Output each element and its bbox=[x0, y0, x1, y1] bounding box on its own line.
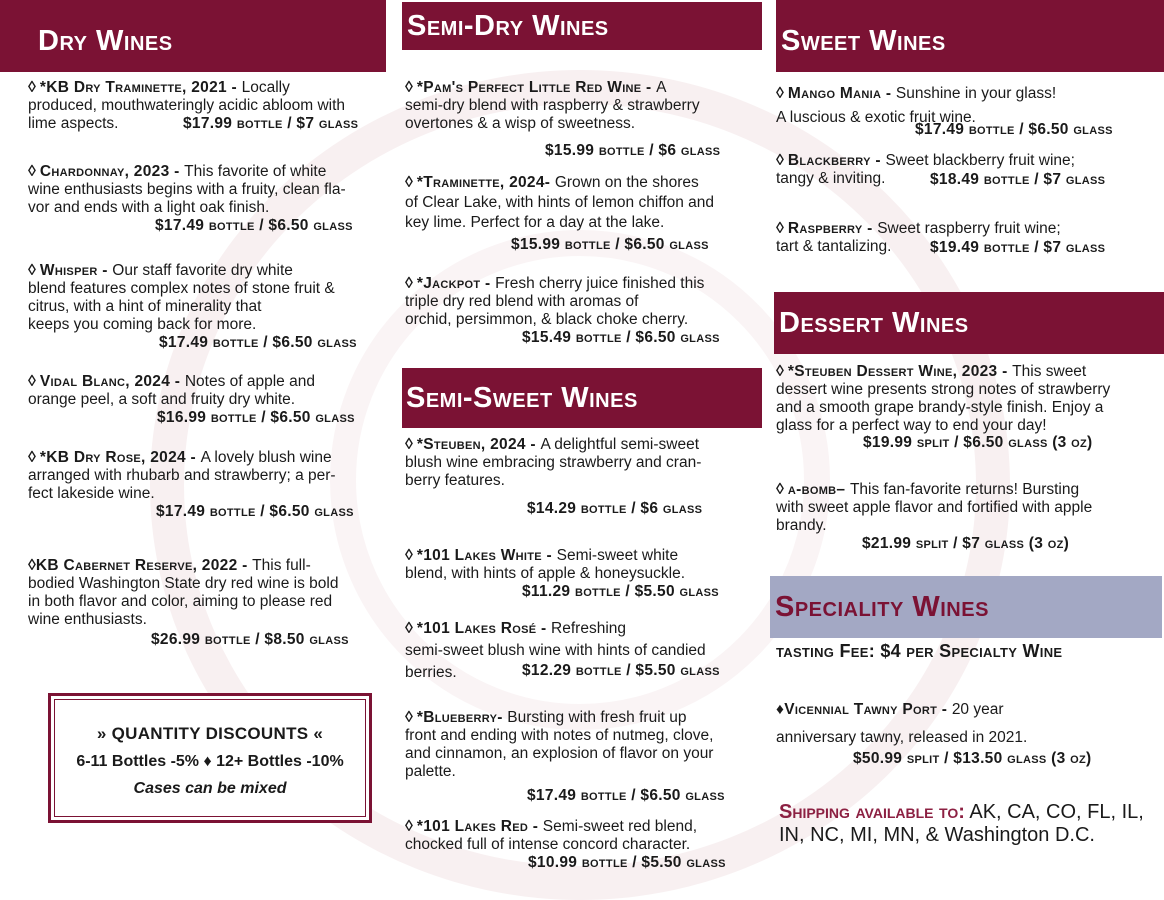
section-header-dessert: Dessert Wines bbox=[774, 292, 1164, 354]
wine-name: *101 Lakes Red - bbox=[416, 818, 543, 835]
dry-wine-entry bbox=[28, 373, 398, 409]
wine-description-line: citrus, with a hint of minerality that bbox=[28, 298, 262, 315]
wine-description-line: berry features. bbox=[405, 472, 505, 489]
diamond-bullet-icon: ◊ bbox=[28, 557, 36, 574]
dessert-wine-entry bbox=[776, 363, 1161, 435]
wine-description-line: wine enthusiasts. bbox=[28, 611, 147, 628]
semisweet-wine-entry bbox=[405, 547, 765, 583]
wine-description: Semi-sweet red blend, bbox=[542, 818, 698, 835]
wine-price: $17.49 bottle / $6.50 glass bbox=[527, 787, 725, 804]
quantity-discounts-box bbox=[48, 693, 372, 823]
semisweet-wine-entry bbox=[405, 818, 765, 854]
wine-title-line bbox=[776, 481, 1161, 499]
wine-title-line bbox=[776, 152, 1161, 170]
wine-name: ♦Vicennial Tawny Port - bbox=[776, 701, 952, 718]
wine-description: Bursting with fresh fruit up bbox=[507, 709, 687, 726]
diamond-bullet-icon: ◊ bbox=[405, 547, 413, 564]
diamond-bullet-icon: ◊ bbox=[776, 481, 784, 498]
wine-name: Mango Mania - bbox=[787, 85, 896, 102]
wine-price: $15.49 bottle / $6.50 glass bbox=[522, 329, 720, 346]
wine-title-line bbox=[776, 82, 1161, 106]
diamond-bullet-icon: ◊ bbox=[405, 79, 413, 96]
wine-description-line: A luscious & exotic fruit wine. bbox=[776, 109, 976, 126]
wine-description-line: with sweet apple flavor and fortified with apple bbox=[776, 499, 1093, 516]
section-header-dry: Dry Wines bbox=[0, 0, 386, 72]
section-header-speciality: Speciality Wines bbox=[770, 576, 1162, 638]
diamond-bullet-icon: ◊ bbox=[28, 449, 36, 466]
wine-description: Locally bbox=[241, 79, 290, 96]
wine-price: $17.49 bottle / $6.50 glass bbox=[159, 334, 357, 351]
wine-name: *Traminette, 2024- bbox=[416, 174, 555, 191]
wine-price: $16.99 bottle / $6.50 glass bbox=[157, 409, 355, 426]
diamond-bullet-icon: ◊ bbox=[28, 163, 36, 180]
wine-description: Notes of apple and bbox=[184, 373, 315, 390]
section-header-sweet: Sweet Wines bbox=[776, 0, 1164, 72]
wine-price: $17.49 bottle / $6.50 glass bbox=[915, 121, 1113, 138]
diamond-bullet-icon: ◊ bbox=[405, 174, 413, 191]
wine-description-line: palette. bbox=[405, 763, 456, 780]
wine-description-line: semi-dry blend with raspberry & strawberry bbox=[405, 97, 700, 114]
wine-name: Raspberry - bbox=[787, 220, 878, 237]
wine-description: Fresh cherry juice finished this bbox=[495, 275, 705, 292]
wine-title-line bbox=[405, 275, 765, 293]
wine-description-line: orange peel, a soft and fruity dry white. bbox=[28, 391, 296, 408]
wine-description: A lovely blush wine bbox=[200, 449, 332, 466]
wine-description-line: overtones & a wisp of sweetness. bbox=[405, 115, 636, 132]
semidry-wine-entry bbox=[405, 79, 765, 133]
wine-price: $19.99 split / $6.50 glass (3 oz) bbox=[863, 434, 1093, 451]
wine-name: *Blueberry- bbox=[416, 709, 508, 726]
wine-description-line: fect lakeside wine. bbox=[28, 485, 155, 502]
wine-description-line: berries. bbox=[405, 664, 457, 681]
wine-description-line: blend, with hints of apple & honeysuckle. bbox=[405, 565, 686, 582]
wine-title-line bbox=[405, 618, 765, 640]
wine-description-line: front and ending with notes of nutmeg, clove, bbox=[405, 727, 714, 744]
dry-wine-entry bbox=[28, 557, 398, 629]
wine-name: Chardonnay, 2023 - bbox=[39, 163, 185, 180]
tasting-fee: tasting Fee: $4 per Specialty Wine bbox=[776, 641, 1063, 661]
wine-title-line bbox=[28, 262, 398, 280]
wine-name: a-bomb– bbox=[787, 481, 850, 498]
shipping-info bbox=[779, 801, 1159, 847]
semisweet-wine-entry bbox=[405, 436, 765, 490]
wine-description: This sweet bbox=[1012, 363, 1087, 380]
dry-wine-entry bbox=[28, 449, 398, 503]
wine-price: $17.49 bottle / $6.50 glass bbox=[156, 503, 354, 520]
wine-description-line: orchid, persimmon, & black choke cherry. bbox=[405, 311, 689, 328]
wine-description-line: keeps you coming back for more. bbox=[28, 316, 257, 333]
wine-title-line bbox=[28, 163, 398, 181]
wine-title-line bbox=[405, 709, 765, 727]
discounts-tiers: 6-11 Bottles -5% ♦ 12+ Bottles -10% bbox=[76, 753, 344, 770]
wine-description-line: tangy & inviting. bbox=[776, 170, 886, 187]
wine-description-line: arranged with rhubarb and strawberry; a per- bbox=[28, 467, 336, 484]
wine-name: *101 Lakes Rosé - bbox=[416, 620, 552, 637]
wine-title-line bbox=[776, 363, 1161, 381]
wine-description-line: of Clear Lake, with hints of lemon chiffon and bbox=[405, 194, 715, 211]
wine-description-line: lime aspects. bbox=[28, 115, 119, 132]
wine-description: This full- bbox=[252, 557, 311, 574]
semisweet-wine-entry bbox=[405, 709, 765, 781]
wine-description-line: chocked full of intense concord character. bbox=[405, 836, 691, 853]
wine-description: Sweet blackberry fruit wine; bbox=[885, 152, 1075, 169]
speciality-wine-entry bbox=[776, 696, 1161, 752]
wine-description-line: vor and ends with a light oak finish. bbox=[28, 199, 270, 216]
wine-price: $17.49 bottle / $6.50 glass bbox=[155, 217, 353, 234]
wine-title-line bbox=[405, 547, 765, 565]
wine-price: $12.29 bottle / $5.50 glass bbox=[522, 662, 720, 679]
semidry-wine-entry bbox=[405, 173, 765, 233]
semidry-wine-entry bbox=[405, 275, 765, 329]
diamond-bullet-icon: ◊ bbox=[776, 152, 784, 169]
wine-description-line: key lime. Perfect for a day at the lake. bbox=[405, 214, 665, 231]
dry-wine-entry bbox=[28, 262, 398, 334]
discounts-title: » QUANTITY DISCOUNTS « bbox=[96, 724, 324, 743]
wine-description-line: bodied Washington State dry red wine is bold bbox=[28, 575, 339, 592]
wine-title-line bbox=[776, 220, 1161, 238]
wine-description-line: dessert wine presents strong notes of strawberry bbox=[776, 381, 1111, 398]
wine-title-line bbox=[405, 818, 765, 836]
wine-description: Refreshing bbox=[551, 620, 627, 637]
discounts-note: Cases can be mixed bbox=[133, 780, 287, 797]
wine-name: *KB Dry Traminette, 2021 - bbox=[39, 79, 242, 96]
wine-description-line: glass for a perfect way to end your day! bbox=[776, 417, 1047, 434]
wine-price: $18.49 bottle / $7 glass bbox=[930, 171, 1106, 188]
wine-description: Our staff favorite dry white bbox=[112, 262, 293, 279]
wine-description-line: wine enthusiasts begins with a fruity, clean fla- bbox=[28, 181, 346, 198]
dry-wine-entry bbox=[28, 163, 398, 217]
wine-name: *KB Dry Rose, 2024 - bbox=[39, 449, 201, 466]
diamond-bullet-icon: ◊ bbox=[28, 373, 36, 390]
wine-description-line: in both flavor and color, aiming to please red bbox=[28, 593, 333, 610]
wine-price: $17.99 bottle / $7 glass bbox=[183, 115, 359, 132]
diamond-bullet-icon: ◊ bbox=[28, 79, 36, 96]
wine-description: Sunshine in your glass! bbox=[895, 85, 1057, 102]
wine-description-line: blush wine embracing strawberry and cran- bbox=[405, 454, 702, 471]
shipping-label: Shipping available to: bbox=[779, 801, 965, 823]
wine-title-line bbox=[28, 79, 398, 97]
wine-price: $50.99 split / $13.50 glass (3 oz) bbox=[853, 750, 1092, 767]
diamond-bullet-icon: ◊ bbox=[405, 620, 413, 637]
wine-price: $26.99 bottle / $8.50 glass bbox=[151, 631, 349, 648]
wine-description: Grown on the shores bbox=[554, 174, 699, 191]
wine-price: $15.99 bottle / $6.50 glass bbox=[511, 236, 709, 253]
wine-title-line bbox=[28, 373, 398, 391]
wine-name: Vidal Blanc, 2024 - bbox=[39, 373, 185, 390]
wine-description: A delightful semi-sweet bbox=[540, 436, 700, 453]
diamond-bullet-icon: ◊ bbox=[28, 262, 36, 279]
wine-description-line: brandy. bbox=[776, 517, 827, 534]
wine-description-line: tart & tantalizing. bbox=[776, 238, 892, 255]
dessert-wine-entry bbox=[776, 481, 1161, 535]
wine-title-line bbox=[405, 436, 765, 454]
wine-price: $21.99 split / $7 glass (3 oz) bbox=[862, 535, 1070, 552]
wine-name: *101 Lakes White - bbox=[416, 547, 557, 564]
wine-name: *Jackpot - bbox=[416, 275, 496, 292]
wine-title-line bbox=[405, 79, 765, 97]
wine-price: $10.99 bottle / $5.50 glass bbox=[528, 854, 726, 871]
wine-description-line: produced, mouthwateringly acidic abloom with bbox=[28, 97, 346, 114]
wine-description-line: triple dry red blend with aromas of bbox=[405, 293, 639, 310]
diamond-bullet-icon: ◊ bbox=[405, 709, 413, 726]
wine-price: $11.29 bottle / $5.50 glass bbox=[522, 583, 719, 600]
wine-name: *Steuben Dessert Wine, 2023 - bbox=[787, 363, 1013, 380]
wine-description: 20 year bbox=[951, 701, 1004, 718]
wine-price: $14.29 bottle / $6 glass bbox=[527, 500, 703, 517]
diamond-bullet-icon: ◊ bbox=[776, 220, 784, 237]
wine-price: $15.99 bottle / $6 glass bbox=[545, 142, 721, 159]
wine-name: Whisper - bbox=[39, 262, 113, 279]
wine-title-line bbox=[28, 557, 398, 575]
wine-title-line bbox=[405, 173, 765, 193]
wine-description: This fan-favorite returns! Bursting bbox=[849, 481, 1080, 498]
wine-description-line: blend features complex notes of stone fruit & bbox=[28, 280, 335, 297]
wine-name: *Steuben, 2024 - bbox=[416, 436, 541, 453]
wine-description-line: and cinnamon, an explosion of flavor on your bbox=[405, 745, 714, 762]
wine-description: This favorite of white bbox=[184, 163, 327, 180]
shipping-states: AK, CA, CO, FL, IL, IN, NC, MI, MN, & Washington D.C. bbox=[779, 801, 1144, 846]
wine-title-line bbox=[28, 449, 398, 467]
diamond-bullet-icon: ◊ bbox=[405, 275, 413, 292]
wine-description-line: semi-sweet blush wine with hints of candied bbox=[405, 642, 706, 659]
wine-description: Semi-sweet white bbox=[556, 547, 679, 564]
wine-description: A bbox=[656, 79, 667, 96]
section-header-semisweet: Semi-Sweet Wines bbox=[402, 368, 762, 428]
section-header-semidry: Semi-Dry Wines bbox=[402, 2, 762, 50]
wine-description: Sweet raspberry fruit wine; bbox=[877, 220, 1061, 237]
diamond-bullet-icon: ◊ bbox=[776, 363, 784, 380]
wine-name: *Pam's Perfect Little Red Wine - bbox=[416, 79, 657, 96]
wine-name: KB Cabernet Reserve, 2022 - bbox=[35, 557, 253, 574]
diamond-bullet-icon: ◊ bbox=[776, 85, 784, 102]
wine-description-line: anniversary tawny, released in 2021. bbox=[776, 729, 1028, 746]
diamond-bullet-icon: ◊ bbox=[405, 818, 413, 835]
wine-title-line bbox=[776, 696, 1161, 724]
diamond-bullet-icon: ◊ bbox=[405, 436, 413, 453]
wine-description-line: and a smooth grape brandy-style finish. Enjoy a bbox=[776, 399, 1104, 416]
wine-price: $19.49 bottle / $7 glass bbox=[930, 239, 1106, 256]
wine-name: Blackberry - bbox=[787, 152, 886, 169]
